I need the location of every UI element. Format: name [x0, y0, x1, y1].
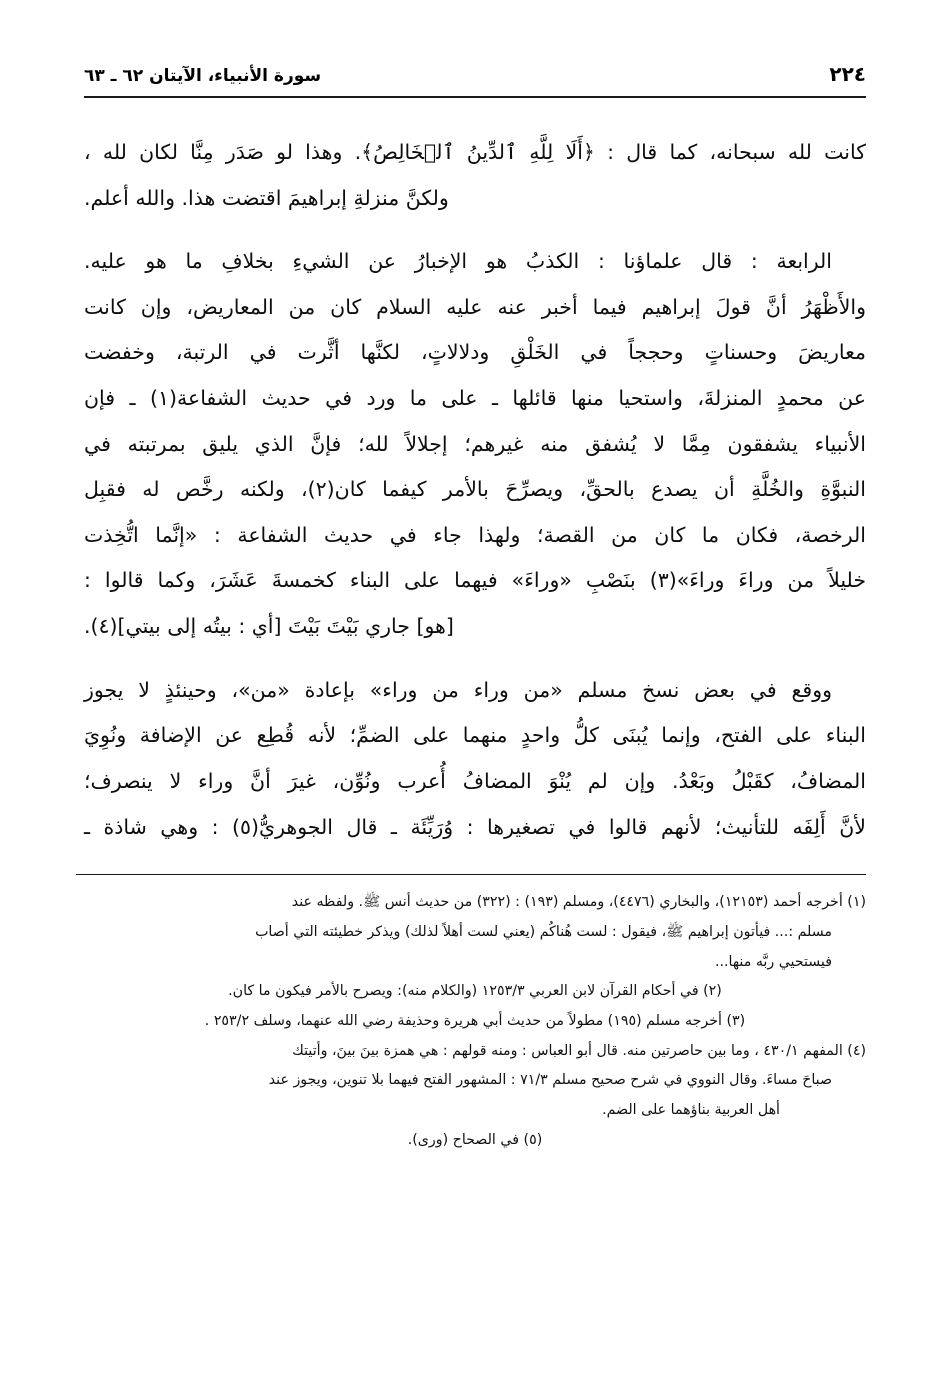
footnote-3-text-1: أخرجه مسلم (١٩٥) مطولاً من حديث أبي هريرة وحذيفة رضي الله عنهما، وسلف ٢٥٣/٢ . [204, 1012, 722, 1029]
paragraph-1-line-1: كانت لله سبحانه، كما قال : ﴿أَلَا لِلَّهِ ٱلدِّينُ ٱلۡخَالِصُ﴾. وهذا لو صَدَر مِنَّا لكان لله ، [84, 140, 866, 164]
footnote-1-marker: (١) [847, 894, 866, 911]
footnote-1-line-1 [84, 889, 866, 917]
footnote-divider [76, 874, 866, 875]
body-text [84, 132, 866, 848]
paragraph-2-line-4: عن محمدٍ المنزلةَ، واستحيا منها قائلها ـ على ما ورد في حديث الشفاعة(١) ـ فإن [84, 386, 866, 411]
paragraph-2-line-3: معاريضَ وحسناتٍ وحججاً في الخَلْقِ ودلالاتٍ، لكنَّها أثَّرت في الرتبة، وخفضت [84, 340, 866, 365]
paragraph-1-line-2: ولكنَّ منزلةِ إبراهيمَ اقتضت هذا. والله أعلم. [84, 185, 449, 210]
paragraph-3-line-3: المضافُ، كقَبْلُ وبَعْدُ. وإن لم يُنْوَ المضافُ أُعرب ونُوِّن، غيرَ أنَّ وراء لا ينصرف؛ [84, 768, 866, 793]
paragraph-2-line-5: الأنبياء يشفقون مِمَّا لا يُشفق منه غيرهم؛ إجلالاً لله؛ فإنَّ الذي يليق بمرتبته في [84, 431, 866, 456]
footnote-2-line-1 [84, 978, 866, 1006]
paragraph-3-line-1: ووقع في بعض نسخ مسلم «من وراء من وراء» بإعادة «من»، وحينئذٍ لا يجوز [84, 677, 832, 702]
footnote-4-text-1: المفهم ٤٣٠/١ ، وما بين حاصرتين منه. قال أبو العباس : ومنه قولهم : هي همزة بينَ بينَ، وأتيتك [292, 1042, 843, 1059]
paragraph-2-line-9: [هو] جاري بَيْتَ بَيْتَ [أي : بيتُه إلى بيتي](٤). [84, 614, 454, 639]
footnote-4-line-3: أهل العربية بناؤهما على الضم. [602, 1101, 780, 1118]
header-divider [84, 96, 866, 98]
paragraph-2-line-6: النبوَّةِ والخُلَّةِ أن يصدع بالحقِّ، ويصرِّحَ بالأمر كيفما كان(٢)، ولكنه رخَّص له فقبِل [84, 477, 866, 502]
footnote-2-text-1: في أحكام القرآن لابن العربي ١٢٥٣/٣ (والكلام منه): ويصرح بالأمر فيكون ما كان. [228, 983, 699, 1000]
footnote-3-marker: (٣) [726, 1012, 746, 1029]
running-head-title: سورة الأنبياء، الآيتان ٦٢ ـ ٦٣ [84, 66, 322, 86]
footnote-4-line-2: صباحَ مساءَ. وقال النووي في شرح صحيح مسلم ٧١/٣ : المشهور الفتح فيهما بلا تنوين، ويجوز عند [268, 1072, 832, 1089]
footnote-5-text-1: في الصحاح (ورى). [407, 1131, 519, 1148]
footnote-4-marker: (٤) [847, 1042, 866, 1059]
paragraph-2-line-2: والأَظْهَرُ أنَّ قولَ إبراهيم فيما أخبر عنه عليه السلام كان من المعاريض، وإن كانت [84, 294, 866, 319]
footnote-1-line-3: فيستحيي ربَّه منها... [715, 953, 832, 970]
footnote-3-line-1 [84, 1008, 866, 1036]
paragraph-2-line-1: الرابعة : قال علماؤنا : الكذبُ هو الإخبارُ عن الشيءِ بخلافِ ما هو عليه. [84, 249, 832, 274]
paragraph-3-line-4: لأنَّ أَلِفَه للتأنيث؛ لأنهم قالوا في تصغيرها : وُرَيِّئَة ـ قال الجوهريُّ(٥) : وهي شاذة ـ [84, 814, 866, 839]
page-number: ٢٢٤ [829, 62, 866, 86]
footnote-5-line-1 [84, 1127, 866, 1155]
paragraph-2-line-7: الرخصة، فكان ما كان من القصة؛ ولهذا جاء في حديث الشفاعة : «إنَّما اتُّخِذت [84, 522, 866, 547]
footnote-5-marker: (٥) [523, 1131, 543, 1148]
footnote-1-text-1: أخرجه أحمد (١٢١٥٣)، والبخاري (٤٤٧٦)، ومسلم (١٩٣) : (٣٢٢) من حديث أنس ﷺ. ولفظه عند [291, 894, 843, 911]
footnote-1-line-2: مسلم :... فيأتون إبراهيم ﷺ، فيقول : لست هُناكُم (يعني لست أهلاً لذلك) ويذكر خطيئته التي أصاب [255, 923, 832, 940]
footnote-area [84, 889, 866, 1154]
footnote-4-line-1 [84, 1038, 866, 1066]
paragraph-2-line-8: خليلاً من وراءَ وراءَ»(٣) بنَصْبِ «وراءَ» فيهما على البناء كخمسةَ عَشَرَ، وكما قالوا : [84, 568, 866, 593]
page-header [84, 62, 866, 90]
footnote-2-marker: (٢) [703, 983, 722, 1000]
paragraph-3-line-2: البناء على الفتح، وإنما يُبنَى كلُّ واحدٍ منهما على الضمِّ؛ لأنه قُطِع عن الإضافة ونُوِيَ [84, 723, 866, 748]
